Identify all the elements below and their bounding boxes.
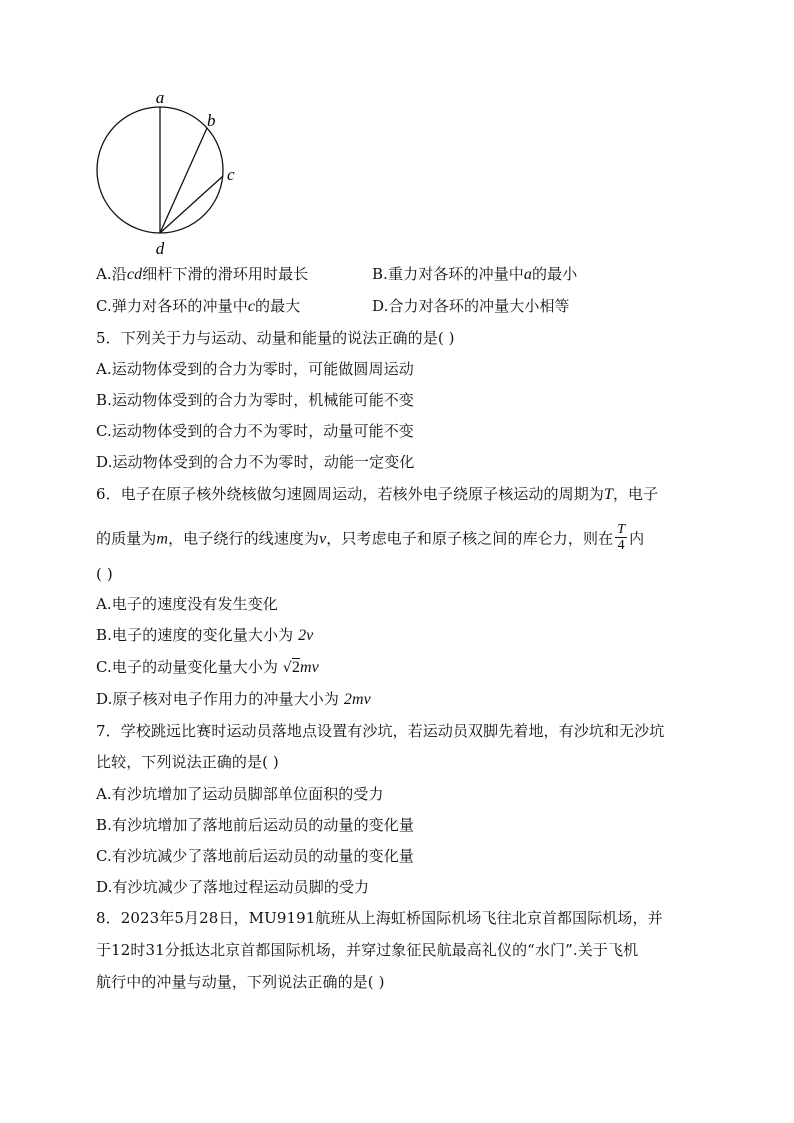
q6-stem-line2: 的质量为m，电子绕行的线速度为v，只考虑电子和原子核之间的库仑力，则在 $\frac{T}{4}$ 内: [96, 522, 645, 553]
label-c: c: [227, 165, 235, 184]
q8-stem-line1: 8．2023年5月28日，MU9191航班从上海虹桥国际机场飞往北京首都国际机场，并: [96, 909, 663, 927]
q6-option-c: C.电子的动量变化量大小为 √2mv: [96, 658, 319, 676]
q4-option-d: D.合力对各环的冲量大小相等: [372, 297, 570, 315]
label-d: d: [155, 239, 165, 258]
q4-options-row1: [96, 264, 578, 285]
q5-option-b: B.运动物体受到的合力为零时，机械能可能不变: [96, 391, 414, 409]
q7-option-d: D.有沙坑减少了落地过程运动员脚的受力: [96, 878, 370, 896]
q8-stem-line3: 航行中的冲量与动量，下列说法正确的是( ): [96, 973, 385, 991]
sqrt-sign: √: [282, 660, 292, 676]
label-a: a: [155, 88, 165, 107]
q4-option-b: B.重力对各环的冲量中a的最小: [372, 265, 578, 283]
q4-options-row2: [96, 296, 570, 317]
q4-option-a: A.沿cd细杆下滑的滑环用时最长: [96, 265, 309, 283]
circle-figure: [90, 88, 260, 263]
q7-stem-line2: 比较，下列说法正确的是( ): [96, 753, 279, 771]
q5-option-c: C.运动物体受到的合力不为零时，动量可能不变: [96, 422, 414, 440]
label-b: b: [207, 111, 216, 130]
q4-option-c: C.弹力对各环的冲量中c的最大: [96, 297, 301, 315]
sqrt-radicand: 2: [291, 659, 301, 676]
chord-bd: [160, 128, 207, 233]
circle-chord-diagram: [90, 88, 260, 263]
fraction-t-over-4: $\frac{T}{4}$: [617, 522, 626, 553]
q7-option-a: A.有沙坑增加了运动员脚部单位面积的受力: [96, 785, 384, 803]
q7-option-c: C.有沙坑减少了落地前后运动员的动量的变化量: [96, 847, 414, 865]
q6-option-d: D.原子核对电子作用力的冲量大小为 2mv: [96, 690, 371, 708]
q6-option-a: A.电子的速度没有发生变化: [96, 595, 278, 613]
q6-option-b: B.电子的速度的变化量大小为 2v: [96, 626, 314, 644]
q6-answer-paren: ( ): [96, 565, 113, 583]
q5-option-a: A.运动物体受到的合力为零时，可能做圆周运动: [96, 360, 414, 378]
q5-option-d: D.运动物体受到的合力不为零时，动能一定变化: [96, 453, 415, 471]
q6-stem-line1: 6．电子在原子核外绕核做匀速圆周运动，若核外电子绕原子核运动的周期为T，电子: [96, 485, 659, 503]
q7-option-b: B.有沙坑增加了落地前后运动员的动量的变化量: [96, 816, 414, 834]
q8-stem-line2: 于12时31分抵达北京首都国际机场，并穿过象征民航最高礼仪的“水门”.关于飞机: [96, 941, 639, 959]
q7-stem-line1: 7．学校跳远比赛时运动员落地点设置有沙坑，若运动员双脚先着地，有沙坑和无沙坑: [96, 722, 665, 740]
q5-stem: 5．下列关于力与运动、动量和能量的说法正确的是( ): [96, 329, 455, 347]
